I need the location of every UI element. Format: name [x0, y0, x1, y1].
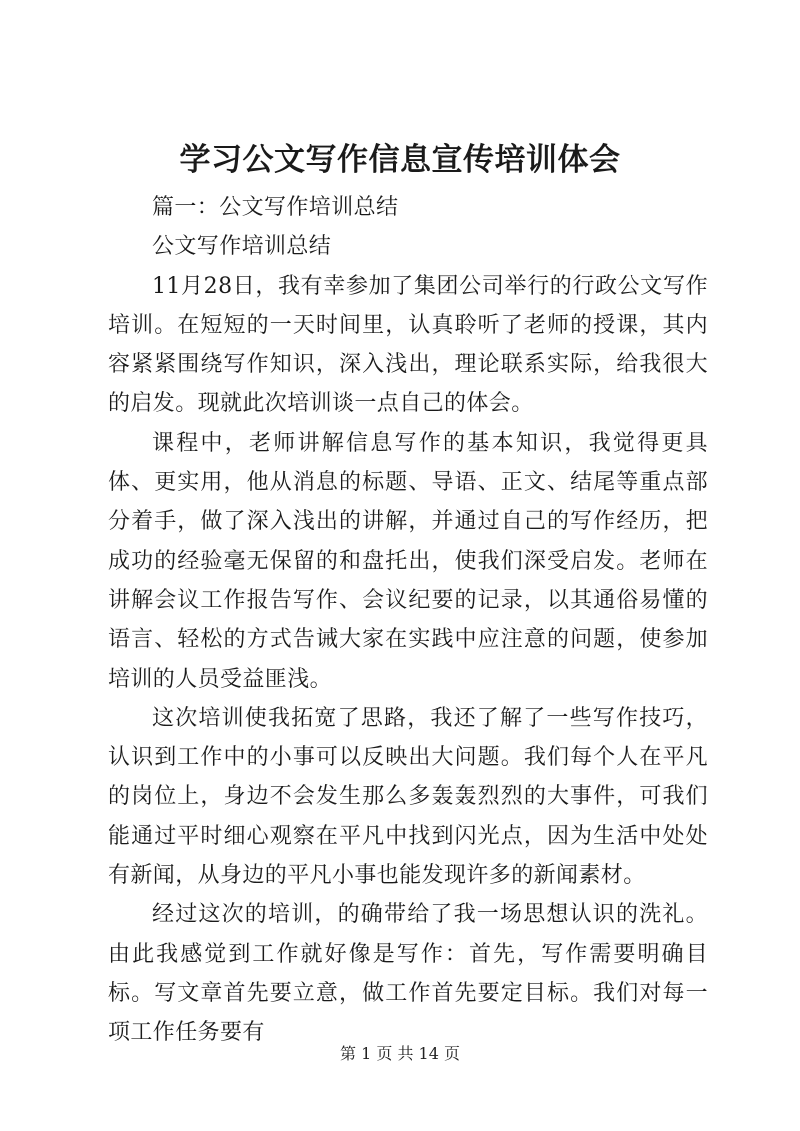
paragraph: 这次培训使我拓宽了思路，我还了解了一些写作技巧，认识到工作中的小事可以反映出大问题。我们每个人在平凡的岗位上，身边不会发生那么多轰轰烈烈的大事件，可我们能通过平时细心观察在平凡中找到闪光点，因为生活中处处有新闻，从身边的平凡小事也能发现许多的新闻素材。: [108, 705, 708, 889]
section-heading: 篇一：公文写作培训总结: [152, 195, 399, 220]
paragraph: 11月28日，我有幸参加了集团公司举行的行政公文写作培训。在短短的一天时间里，认真聆听了老师的授课，其内容紧紧围绕写作知识，深入浅出，理论联系实际，给我很大的启发。现就此次培训谈一点自己的体会。: [108, 273, 708, 417]
subsection-heading: 公文写作培训总结: [152, 234, 332, 260]
document-title: 学习公文写作信息宣传培训体会: [179, 142, 621, 178]
page-number: 第 1 页 共 14 页: [340, 1044, 460, 1063]
paragraph: 课程中，老师讲解信息写作的基本知识，我觉得更具体、更实用，他从消息的标题、导语、正文、结尾等重点部分着手，做了深入浅出的讲解，并通过自己的写作经历，把成功的经验毫无保留的和盘托出，使我们深受启发。老师在讲解会议工作报告写作、会议纪要的记录，以其通俗易懂的语言、轻松的方式告诫大家在实践中应注意的问题，使参加培训的人员受益匪浅。: [108, 430, 708, 692]
paragraph: 经过这次的培训，的确带给了我一场思想认识的洗礼。由此我感觉到工作就好像是写作：首先，写作需要明确目标。写文章首先要立意，做工作首先要定目标。我们对每一项工作任务要有: [108, 902, 708, 1046]
document-body: [108, 188, 708, 1053]
